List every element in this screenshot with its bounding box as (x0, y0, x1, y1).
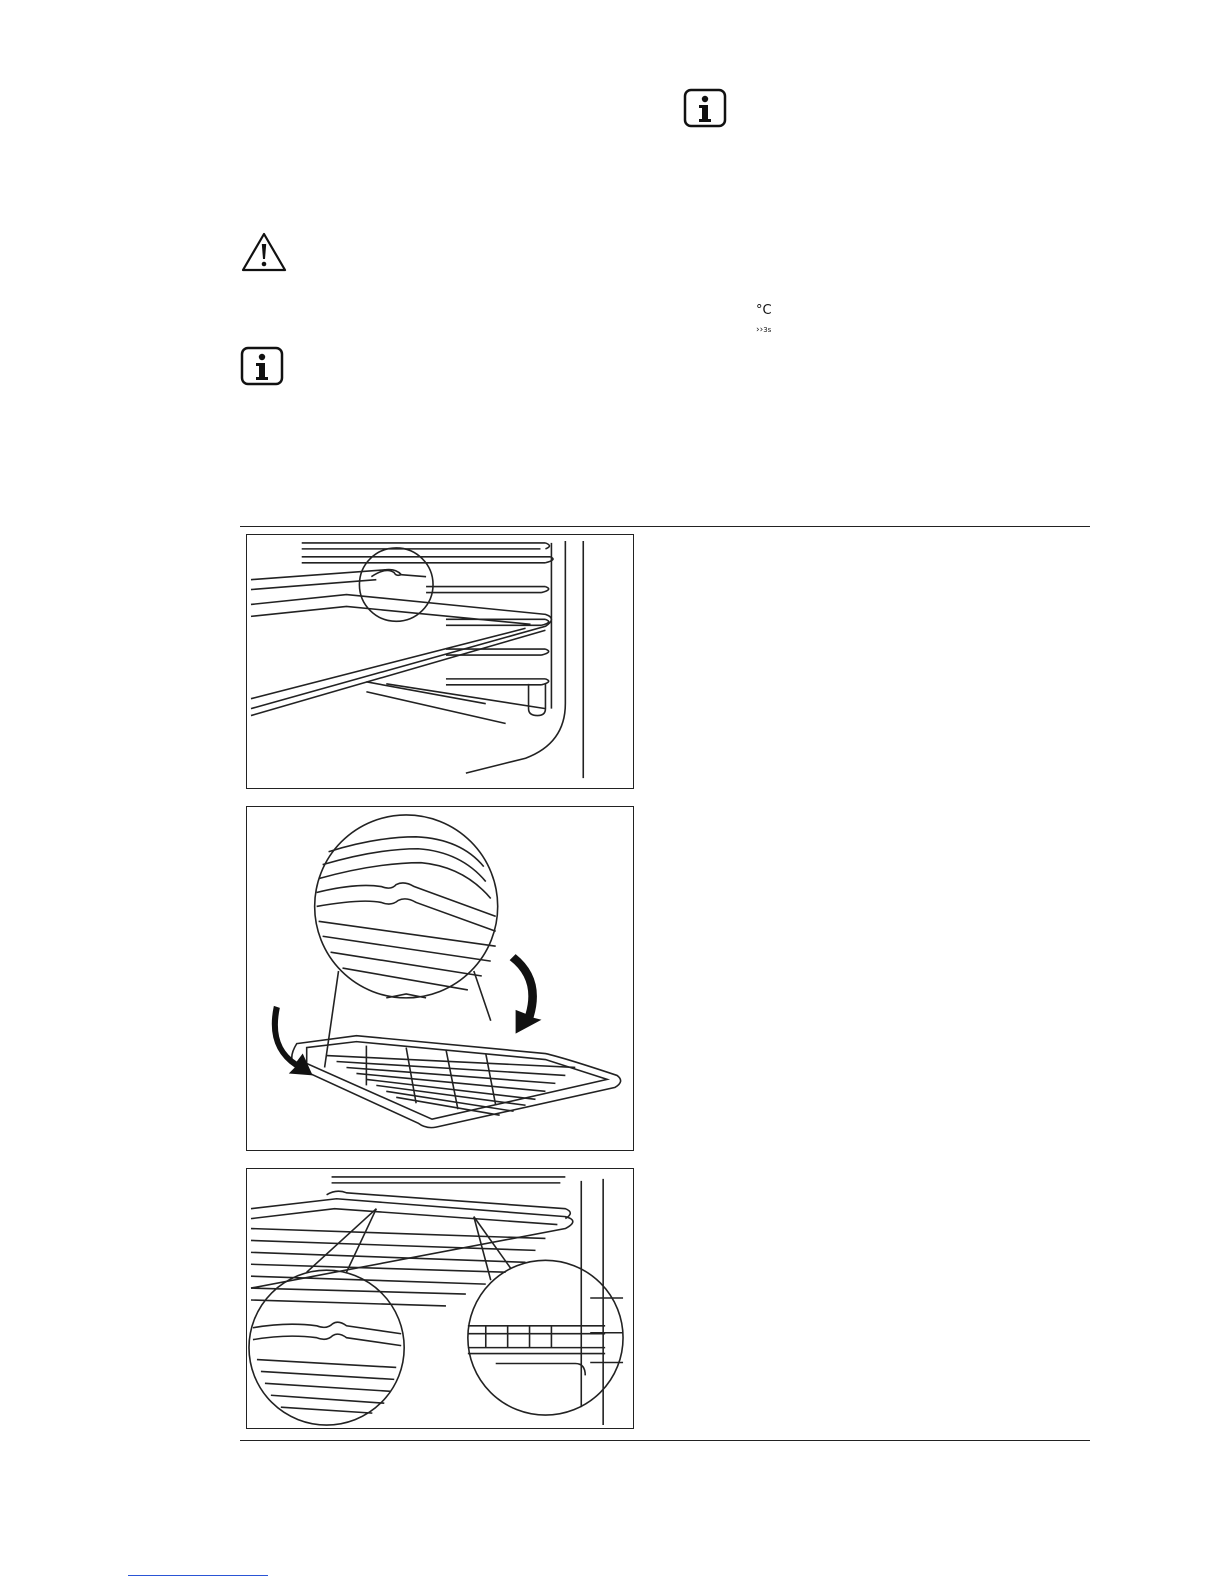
warning-icon (240, 231, 288, 273)
temperature-unit-symbol: °C (756, 303, 772, 318)
footer-link-underline[interactable] (128, 1575, 268, 1576)
info-icon (683, 88, 727, 128)
double-chevron-icon: ›› (756, 325, 764, 335)
info-icon (240, 346, 284, 386)
shelf-and-tray-in-oven-figure (246, 1168, 634, 1429)
section-bottom-rule (240, 1440, 1090, 1441)
section-top-rule (240, 526, 1090, 527)
wire-shelf-on-tray-figure (246, 806, 634, 1151)
deep-pan-in-oven-figure (246, 534, 634, 789)
hold-time-label: 3s (763, 326, 772, 334)
hold-time-symbol (756, 325, 771, 335)
